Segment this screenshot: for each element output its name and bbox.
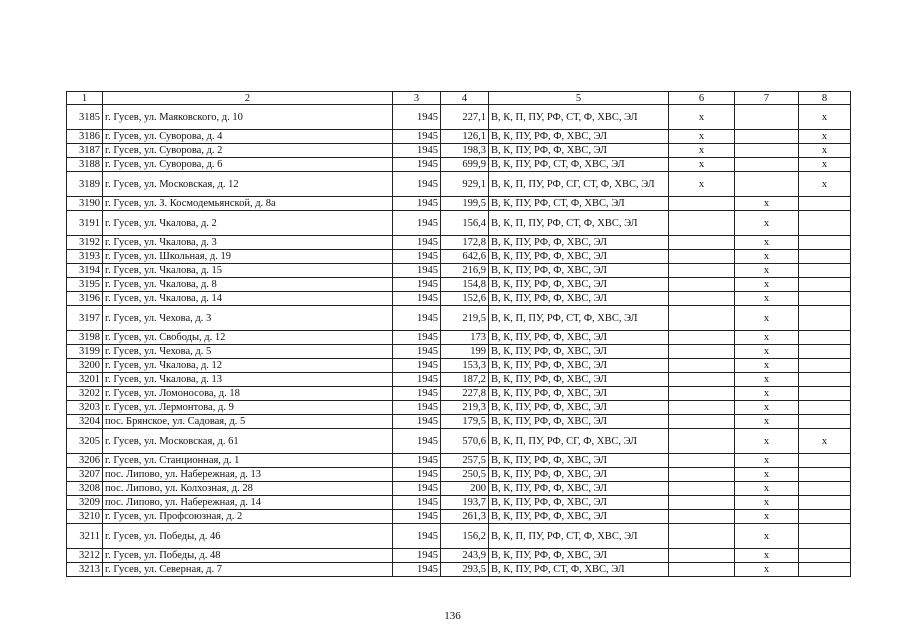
- mark-cell-7: x: [735, 345, 799, 359]
- row-number-cell: 3192: [67, 236, 103, 250]
- mark-cell-8: [799, 468, 851, 482]
- area-cell: 199: [441, 345, 489, 359]
- mark-cell-7: x: [735, 468, 799, 482]
- works-cell: В, К, П, ПУ, РФ, СТ, Ф, ХВС, ЭЛ: [489, 524, 669, 549]
- row-number-cell: 3205: [67, 429, 103, 454]
- mark-cell-8: [799, 306, 851, 331]
- table-row: [67, 524, 851, 549]
- address-cell: пос. Липово, ул. Колхозная, д. 28: [103, 482, 393, 496]
- area-cell: 216,9: [441, 264, 489, 278]
- mark-cell-6: [669, 387, 735, 401]
- address-cell: г. Гусев, ул. Северная, д. 7: [103, 563, 393, 577]
- table-row: [67, 236, 851, 250]
- mark-cell-6: [669, 429, 735, 454]
- mark-cell-8: [799, 197, 851, 211]
- mark-cell-8: x: [799, 429, 851, 454]
- mark-cell-7: x: [735, 264, 799, 278]
- mark-cell-7: [735, 105, 799, 130]
- area-cell: 193,7: [441, 496, 489, 510]
- address-cell: г. Гусев, ул. Чехова, д. 5: [103, 345, 393, 359]
- row-number-cell: 3211: [67, 524, 103, 549]
- address-cell: г. Гусев, ул. Чкалова, д. 14: [103, 292, 393, 306]
- row-number-cell: 3199: [67, 345, 103, 359]
- table-row: [67, 373, 851, 387]
- mark-cell-8: [799, 524, 851, 549]
- address-cell: г. Гусев, ул. Чкалова, д. 15: [103, 264, 393, 278]
- mark-cell-8: x: [799, 172, 851, 197]
- table-row: [67, 331, 851, 345]
- year-cell: 1945: [393, 306, 441, 331]
- works-cell: В, К, П, ПУ, РФ, СТ, Ф, ХВС, ЭЛ: [489, 105, 669, 130]
- table-row: [67, 144, 851, 158]
- mark-cell-7: [735, 144, 799, 158]
- address-cell: г. Гусев, ул. Чкалова, д. 13: [103, 373, 393, 387]
- area-cell: 156,2: [441, 524, 489, 549]
- area-cell: 152,6: [441, 292, 489, 306]
- works-cell: В, К, ПУ, РФ, Ф, ХВС, ЭЛ: [489, 345, 669, 359]
- row-number-cell: 3193: [67, 250, 103, 264]
- table-row: [67, 211, 851, 236]
- year-cell: 1945: [393, 292, 441, 306]
- table-row: [67, 158, 851, 172]
- address-cell: г. Гусев, ул. Чехова, д. 3: [103, 306, 393, 331]
- table-row: [67, 429, 851, 454]
- mark-cell-6: [669, 306, 735, 331]
- area-cell: 187,2: [441, 373, 489, 387]
- year-cell: 1945: [393, 172, 441, 197]
- table-row: [67, 172, 851, 197]
- mark-cell-6: [669, 236, 735, 250]
- mark-cell-6: [669, 373, 735, 387]
- housing-table: [66, 91, 851, 577]
- table-row: [67, 264, 851, 278]
- year-cell: 1945: [393, 158, 441, 172]
- area-cell: 219,3: [441, 401, 489, 415]
- year-cell: 1945: [393, 359, 441, 373]
- area-cell: 173: [441, 331, 489, 345]
- table-row: [67, 292, 851, 306]
- mark-cell-7: x: [735, 549, 799, 563]
- area-cell: 198,3: [441, 144, 489, 158]
- document-page: [66, 91, 850, 577]
- year-cell: 1945: [393, 105, 441, 130]
- header-cell: 6: [669, 92, 735, 105]
- mark-cell-8: [799, 401, 851, 415]
- works-cell: В, К, ПУ, РФ, Ф, ХВС, ЭЛ: [489, 454, 669, 468]
- works-cell: В, К, ПУ, РФ, СТ, Ф, ХВС, ЭЛ: [489, 197, 669, 211]
- year-cell: 1945: [393, 373, 441, 387]
- table-row: [67, 387, 851, 401]
- mark-cell-6: [669, 510, 735, 524]
- mark-cell-7: x: [735, 292, 799, 306]
- year-cell: 1945: [393, 236, 441, 250]
- mark-cell-6: [669, 264, 735, 278]
- address-cell: г. Гусев, ул. Свободы, д. 12: [103, 331, 393, 345]
- year-cell: 1945: [393, 429, 441, 454]
- mark-cell-7: [735, 172, 799, 197]
- year-cell: 1945: [393, 524, 441, 549]
- area-cell: 126,1: [441, 130, 489, 144]
- works-cell: В, К, ПУ, РФ, Ф, ХВС, ЭЛ: [489, 236, 669, 250]
- mark-cell-8: [799, 387, 851, 401]
- table-row: [67, 105, 851, 130]
- table-row: [67, 549, 851, 563]
- mark-cell-8: x: [799, 130, 851, 144]
- mark-cell-8: [799, 331, 851, 345]
- area-cell: 200: [441, 482, 489, 496]
- table-row: [67, 401, 851, 415]
- mark-cell-6: [669, 482, 735, 496]
- mark-cell-8: x: [799, 105, 851, 130]
- mark-cell-6: [669, 415, 735, 429]
- works-cell: В, К, ПУ, РФ, Ф, ХВС, ЭЛ: [489, 130, 669, 144]
- mark-cell-8: [799, 454, 851, 468]
- row-number-cell: 3201: [67, 373, 103, 387]
- row-number-cell: 3190: [67, 197, 103, 211]
- works-cell: В, К, ПУ, РФ, Ф, ХВС, ЭЛ: [489, 482, 669, 496]
- mark-cell-6: [669, 401, 735, 415]
- mark-cell-6: [669, 496, 735, 510]
- address-cell: г. Гусев, ул. З. Космодемьянской, д. 8а: [103, 197, 393, 211]
- mark-cell-7: [735, 158, 799, 172]
- row-number-cell: 3191: [67, 211, 103, 236]
- year-cell: 1945: [393, 345, 441, 359]
- works-cell: В, К, ПУ, РФ, Ф, ХВС, ЭЛ: [489, 292, 669, 306]
- works-cell: В, К, ПУ, РФ, Ф, ХВС, ЭЛ: [489, 549, 669, 563]
- works-cell: В, К, ПУ, РФ, Ф, ХВС, ЭЛ: [489, 510, 669, 524]
- area-cell: 642,6: [441, 250, 489, 264]
- area-cell: 929,1: [441, 172, 489, 197]
- row-number-cell: 3204: [67, 415, 103, 429]
- works-cell: В, К, ПУ, РФ, Ф, ХВС, ЭЛ: [489, 401, 669, 415]
- works-cell: В, К, ПУ, РФ, Ф, ХВС, ЭЛ: [489, 387, 669, 401]
- table-row: [67, 482, 851, 496]
- header-cell: 3: [393, 92, 441, 105]
- row-number-cell: 3189: [67, 172, 103, 197]
- address-cell: пос. Липово, ул. Набережная, д. 13: [103, 468, 393, 482]
- table-row: [67, 496, 851, 510]
- row-number-cell: 3198: [67, 331, 103, 345]
- mark-cell-6: [669, 524, 735, 549]
- works-cell: В, К, П, ПУ, РФ, СГ, СТ, Ф, ХВС, ЭЛ: [489, 172, 669, 197]
- mark-cell-6: [669, 331, 735, 345]
- mark-cell-6: [669, 563, 735, 577]
- mark-cell-8: [799, 236, 851, 250]
- header-cell: 5: [489, 92, 669, 105]
- mark-cell-7: x: [735, 197, 799, 211]
- mark-cell-8: [799, 563, 851, 577]
- table-row: [67, 345, 851, 359]
- address-cell: г. Гусев, ул. Школьная, д. 19: [103, 250, 393, 264]
- address-cell: г. Гусев, ул. Московская, д. 12: [103, 172, 393, 197]
- row-number-cell: 3194: [67, 264, 103, 278]
- mark-cell-7: x: [735, 236, 799, 250]
- row-number-cell: 3210: [67, 510, 103, 524]
- mark-cell-8: [799, 496, 851, 510]
- mark-cell-8: [799, 482, 851, 496]
- address-cell: г. Гусев, ул. Профсоюзная, д. 2: [103, 510, 393, 524]
- year-cell: 1945: [393, 510, 441, 524]
- table-row: [67, 130, 851, 144]
- mark-cell-6: [669, 549, 735, 563]
- mark-cell-7: x: [735, 250, 799, 264]
- header-cell: 2: [103, 92, 393, 105]
- works-cell: В, К, ПУ, РФ, Ф, ХВС, ЭЛ: [489, 496, 669, 510]
- mark-cell-6: [669, 292, 735, 306]
- year-cell: 1945: [393, 278, 441, 292]
- mark-cell-6: [669, 359, 735, 373]
- table-row: [67, 197, 851, 211]
- mark-cell-6: x: [669, 105, 735, 130]
- works-cell: В, К, П, ПУ, РФ, СТ, Ф, ХВС, ЭЛ: [489, 306, 669, 331]
- mark-cell-6: x: [669, 144, 735, 158]
- table-row: [67, 250, 851, 264]
- year-cell: 1945: [393, 549, 441, 563]
- table-row: [67, 510, 851, 524]
- year-cell: 1945: [393, 264, 441, 278]
- mark-cell-8: [799, 250, 851, 264]
- year-cell: 1945: [393, 387, 441, 401]
- area-cell: 153,3: [441, 359, 489, 373]
- area-cell: 219,5: [441, 306, 489, 331]
- works-cell: В, К, ПУ, РФ, Ф, ХВС, ЭЛ: [489, 331, 669, 345]
- area-cell: 257,5: [441, 454, 489, 468]
- address-cell: г. Гусев, ул. Лермонтова, д. 9: [103, 401, 393, 415]
- address-cell: г. Гусев, ул. Московская, д. 61: [103, 429, 393, 454]
- mark-cell-6: [669, 345, 735, 359]
- address-cell: г. Гусев, ул. Чкалова, д. 8: [103, 278, 393, 292]
- address-cell: г. Гусев, ул. Суворова, д. 6: [103, 158, 393, 172]
- mark-cell-6: [669, 454, 735, 468]
- mark-cell-8: [799, 345, 851, 359]
- row-number-cell: 3203: [67, 401, 103, 415]
- mark-cell-8: [799, 292, 851, 306]
- table-row: [67, 563, 851, 577]
- year-cell: 1945: [393, 468, 441, 482]
- mark-cell-6: [669, 250, 735, 264]
- address-cell: г. Гусев, ул. Победы, д. 48: [103, 549, 393, 563]
- area-cell: 172,8: [441, 236, 489, 250]
- area-cell: 154,8: [441, 278, 489, 292]
- year-cell: 1945: [393, 130, 441, 144]
- table-row: [67, 415, 851, 429]
- row-number-cell: 3207: [67, 468, 103, 482]
- mark-cell-6: [669, 197, 735, 211]
- row-number-cell: 3185: [67, 105, 103, 130]
- works-cell: В, К, ПУ, РФ, Ф, ХВС, ЭЛ: [489, 373, 669, 387]
- year-cell: 1945: [393, 211, 441, 236]
- area-cell: 250,5: [441, 468, 489, 482]
- page-number: 136: [444, 610, 461, 622]
- works-cell: В, К, ПУ, РФ, Ф, ХВС, ЭЛ: [489, 359, 669, 373]
- mark-cell-7: x: [735, 387, 799, 401]
- table-row: [67, 468, 851, 482]
- row-number-cell: 3188: [67, 158, 103, 172]
- year-cell: 1945: [393, 250, 441, 264]
- mark-cell-8: [799, 264, 851, 278]
- mark-cell-7: x: [735, 278, 799, 292]
- address-cell: г. Гусев, ул. Суворова, д. 4: [103, 130, 393, 144]
- mark-cell-7: x: [735, 373, 799, 387]
- area-cell: 227,8: [441, 387, 489, 401]
- mark-cell-7: x: [735, 429, 799, 454]
- address-cell: г. Гусев, ул. Суворова, д. 2: [103, 144, 393, 158]
- mark-cell-7: x: [735, 454, 799, 468]
- area-cell: 699,9: [441, 158, 489, 172]
- row-number-cell: 3209: [67, 496, 103, 510]
- mark-cell-7: x: [735, 524, 799, 549]
- year-cell: 1945: [393, 415, 441, 429]
- mark-cell-8: [799, 510, 851, 524]
- year-cell: 1945: [393, 197, 441, 211]
- address-cell: г. Гусев, ул. Чкалова, д. 2: [103, 211, 393, 236]
- row-number-cell: 3208: [67, 482, 103, 496]
- area-cell: 570,6: [441, 429, 489, 454]
- works-cell: В, К, ПУ, РФ, Ф, ХВС, ЭЛ: [489, 468, 669, 482]
- mark-cell-7: x: [735, 401, 799, 415]
- year-cell: 1945: [393, 454, 441, 468]
- mark-cell-7: x: [735, 359, 799, 373]
- header-cell: 4: [441, 92, 489, 105]
- mark-cell-7: x: [735, 496, 799, 510]
- mark-cell-8: [799, 549, 851, 563]
- address-cell: г. Гусев, ул. Победы, д. 46: [103, 524, 393, 549]
- mark-cell-8: [799, 278, 851, 292]
- works-cell: В, К, ПУ, РФ, Ф, ХВС, ЭЛ: [489, 144, 669, 158]
- row-number-cell: 3200: [67, 359, 103, 373]
- mark-cell-6: x: [669, 130, 735, 144]
- mark-cell-7: x: [735, 482, 799, 496]
- address-cell: пос. Липово, ул. Набережная, д. 14: [103, 496, 393, 510]
- row-number-cell: 3202: [67, 387, 103, 401]
- address-cell: г. Гусев, ул. Маяковского, д. 10: [103, 105, 393, 130]
- mark-cell-8: [799, 211, 851, 236]
- works-cell: В, К, ПУ, РФ, Ф, ХВС, ЭЛ: [489, 250, 669, 264]
- mark-cell-8: x: [799, 158, 851, 172]
- address-cell: пос. Брянское, ул. Садовая, д. 5: [103, 415, 393, 429]
- mark-cell-7: [735, 130, 799, 144]
- area-cell: 156,4: [441, 211, 489, 236]
- header-cell: 7: [735, 92, 799, 105]
- mark-cell-6: x: [669, 158, 735, 172]
- year-cell: 1945: [393, 331, 441, 345]
- year-cell: 1945: [393, 401, 441, 415]
- works-cell: В, К, ПУ, РФ, СТ, Ф, ХВС, ЭЛ: [489, 563, 669, 577]
- area-cell: 293,5: [441, 563, 489, 577]
- mark-cell-7: x: [735, 510, 799, 524]
- mark-cell-8: [799, 359, 851, 373]
- works-cell: В, К, ПУ, РФ, СТ, Ф, ХВС, ЭЛ: [489, 158, 669, 172]
- works-cell: В, К, ПУ, РФ, Ф, ХВС, ЭЛ: [489, 264, 669, 278]
- header-cell: 8: [799, 92, 851, 105]
- year-cell: 1945: [393, 144, 441, 158]
- row-number-cell: 3213: [67, 563, 103, 577]
- works-cell: В, К, ПУ, РФ, Ф, ХВС, ЭЛ: [489, 278, 669, 292]
- table-row: [67, 278, 851, 292]
- area-cell: 179,5: [441, 415, 489, 429]
- mark-cell-7: x: [735, 415, 799, 429]
- mark-cell-7: x: [735, 211, 799, 236]
- mark-cell-6: [669, 211, 735, 236]
- header-cell: 1: [67, 92, 103, 105]
- mark-cell-7: x: [735, 306, 799, 331]
- row-number-cell: 3196: [67, 292, 103, 306]
- address-cell: г. Гусев, ул. Станционная, д. 1: [103, 454, 393, 468]
- mark-cell-8: [799, 415, 851, 429]
- row-number-cell: 3212: [67, 549, 103, 563]
- row-number-cell: 3197: [67, 306, 103, 331]
- mark-cell-6: x: [669, 172, 735, 197]
- table-row: [67, 359, 851, 373]
- mark-cell-8: [799, 373, 851, 387]
- mark-cell-6: [669, 278, 735, 292]
- area-cell: 261,3: [441, 510, 489, 524]
- area-cell: 227,1: [441, 105, 489, 130]
- mark-cell-8: x: [799, 144, 851, 158]
- area-cell: 243,9: [441, 549, 489, 563]
- works-cell: В, К, П, ПУ, РФ, СГ, Ф, ХВС, ЭЛ: [489, 429, 669, 454]
- year-cell: 1945: [393, 482, 441, 496]
- year-cell: 1945: [393, 496, 441, 510]
- mark-cell-7: x: [735, 563, 799, 577]
- address-cell: г. Гусев, ул. Чкалова, д. 3: [103, 236, 393, 250]
- year-cell: 1945: [393, 563, 441, 577]
- row-number-cell: 3206: [67, 454, 103, 468]
- works-cell: В, К, П, ПУ, РФ, СТ, Ф, ХВС, ЭЛ: [489, 211, 669, 236]
- row-number-cell: 3195: [67, 278, 103, 292]
- mark-cell-7: x: [735, 331, 799, 345]
- area-cell: 199,5: [441, 197, 489, 211]
- mark-cell-6: [669, 468, 735, 482]
- row-number-cell: 3187: [67, 144, 103, 158]
- address-cell: г. Гусев, ул. Чкалова, д. 12: [103, 359, 393, 373]
- address-cell: г. Гусев, ул. Ломоносова, д. 18: [103, 387, 393, 401]
- row-number-cell: 3186: [67, 130, 103, 144]
- table-row: [67, 306, 851, 331]
- works-cell: В, К, ПУ, РФ, Ф, ХВС, ЭЛ: [489, 415, 669, 429]
- header-row: [67, 92, 851, 105]
- table-row: [67, 454, 851, 468]
